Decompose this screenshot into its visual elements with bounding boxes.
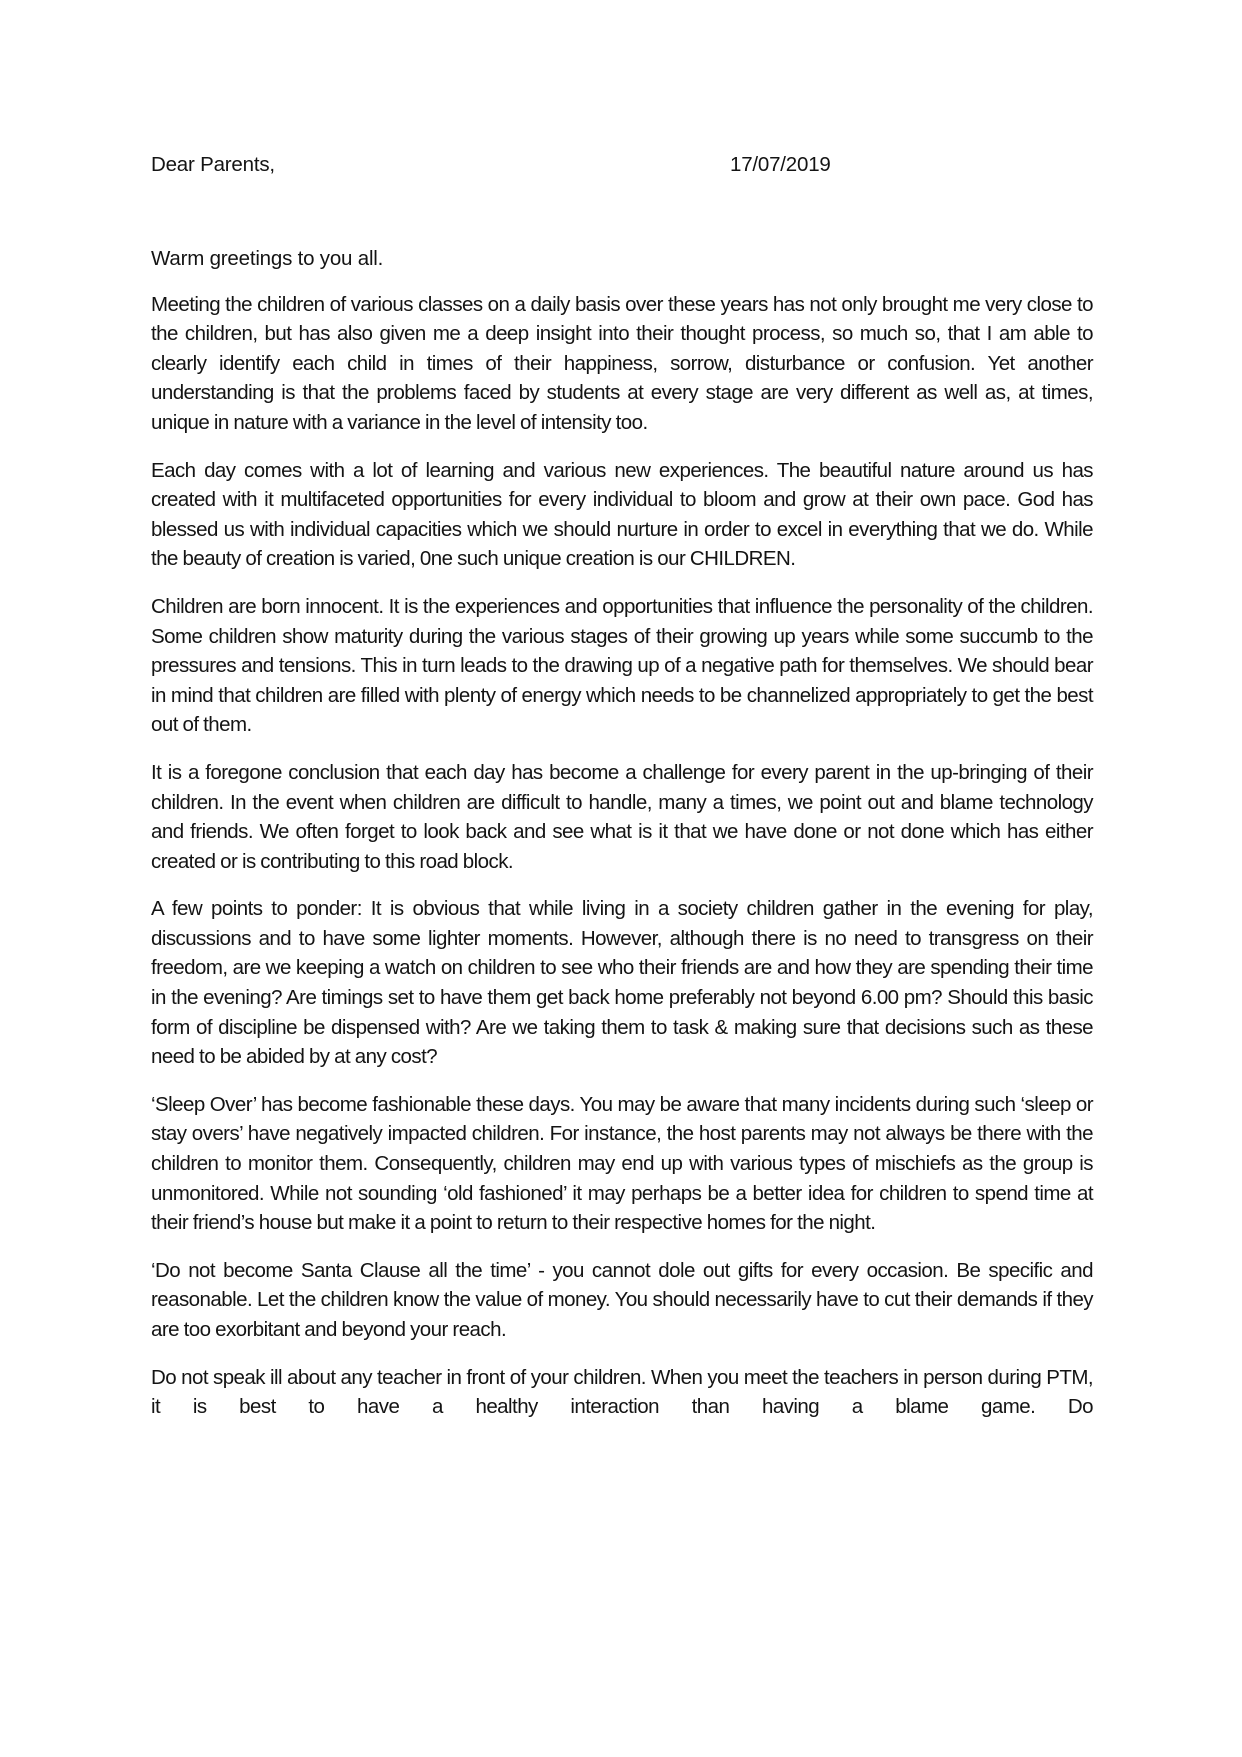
- letter-body: [151, 150, 1093, 1422]
- paragraph-innocence: Children are born innocent. It is the experiences and opportunities that influence the personality of the children. Some children show maturity during the various stages of their growing up years while some succumb to the pressures and tensions. This in turn leads to the drawing up of a negative path for themselves. We should bear in mind that children are filled with plenty of energy which needs to be channelized appropriately to get the best out of them.: [151, 594, 1093, 737]
- letter-header: [151, 150, 1093, 180]
- paragraph-sleep-over: ‘Sleep Over’ has become fashionable these days. You may be aware that many incidents during such ‘sleep or stay overs’ have negatively impacted children. For instance, the host parents may not always be there with the children to monitor them. Consequently, children may end up with various types of mischiefs as the group is unmonitored. While not sounding ‘old fashioned’ it may perhaps be a better idea for children to spend time at their friend’s house but make it a point to return to their respective homes for the night.: [151, 1092, 1093, 1235]
- paragraph-learning: Each day comes with a lot of learning and various new experiences. The beautiful nature around us has created with it multifaceted opportunities for every individual to bloom and grow at their own pace. God has blessed us with individual capacities which we should nurture in order to excel in everything that we do. While the beauty of creation is varied, 0ne such unique creation is our CHILDREN.: [151, 458, 1093, 571]
- letter-date: 17/07/2019: [730, 153, 831, 176]
- salutation: Dear Parents,: [151, 153, 275, 176]
- paragraph-observations: Meeting the children of various classes on a daily basis over these years has not only brought me very close to the children, but has also given me a deep insight into their thought process, so much so, that I am able to clearly identify each child in times of their happiness, sorrow, disturbance or confusion. Yet another understanding is that the problems faced by students at every stage are very different as well as, at times, unique in nature with a variance in the level of intensity too.: [151, 292, 1093, 434]
- paragraph-teachers: Do not speak ill about any teacher in front of your children. When you meet the teachers in person during PTM, it is best to have a healthy interaction than having a blame game. Do: [151, 1365, 1093, 1419]
- paragraph-points-to-ponder: A few points to ponder: It is obvious that while living in a society children gather in the evening for play, discussions and to have some lighter moments. However, although there is no need to transgress on their freedom, are we keeping a watch on children to see who their friends are and how they are spending their time in the evening? Are timings set to have them get back home preferably not beyond 6.00 pm? Should this basic form of discipline be dispensed with? Are we taking them to task & making sure that decisions such as these need to be abided by at any cost?: [151, 897, 1093, 1069]
- paragraph-santa-clause: ‘Do not become Santa Clause all the time’ - you cannot dole out gifts for every occasion. Be specific and reasonable. Let the children know the value of money. You should necessarily have to cut their demands if they are too exorbitant and beyond your reach.: [151, 1258, 1093, 1341]
- greeting: Warm greetings to you all.: [151, 247, 384, 270]
- paragraph-challenge: It is a foregone conclusion that each day has become a challenge for every parent in the up-bringing of their children. In the event when children are difficult to handle, many a times, we point out and blame technology and friends. We often forget to look back and see what is it that we have done or not done which has either created or is contributing to this road block.: [151, 760, 1093, 873]
